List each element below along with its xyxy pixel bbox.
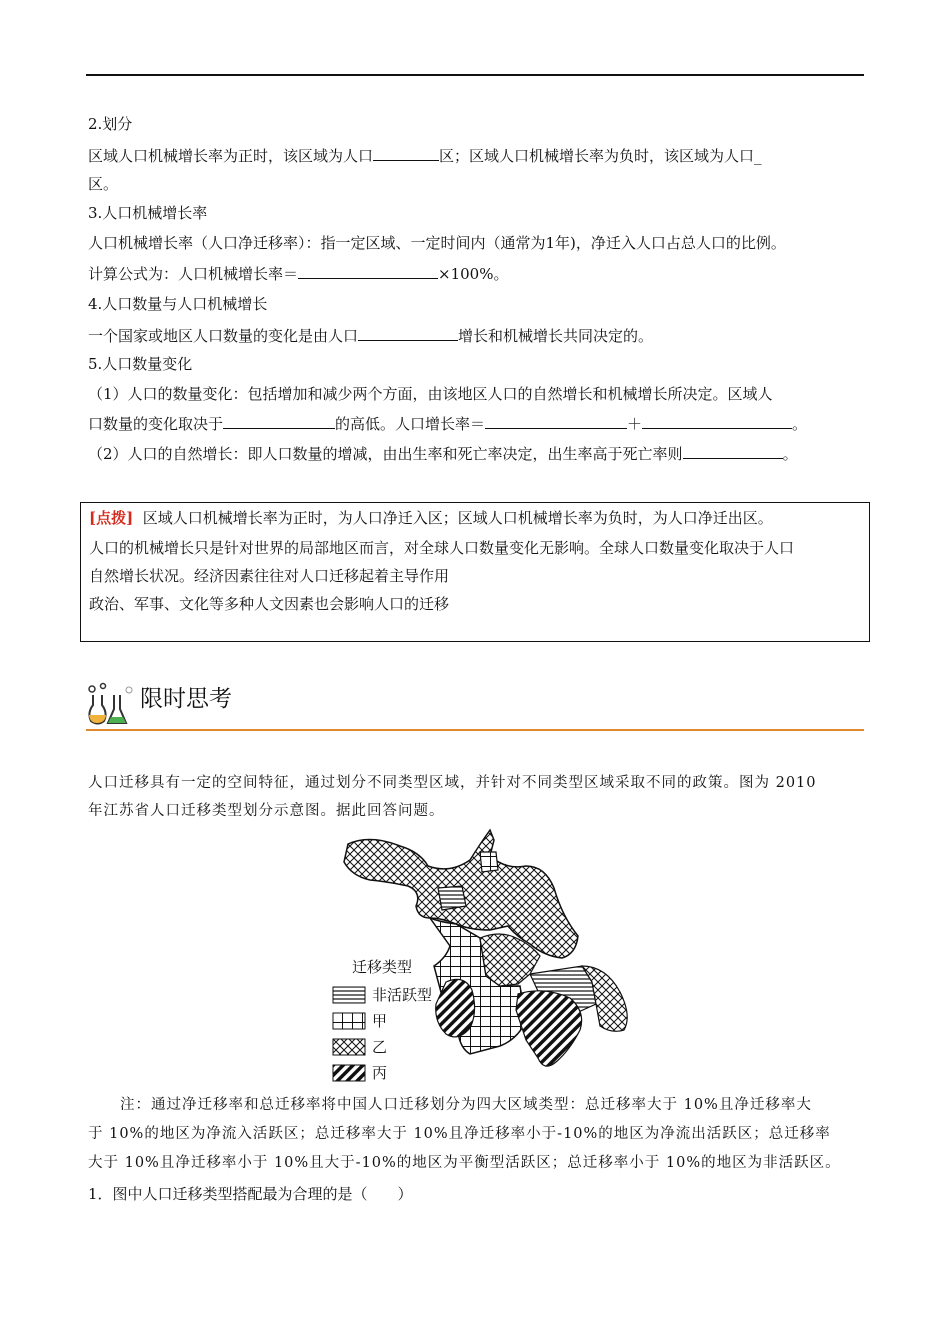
legend-label: 甲	[372, 1012, 388, 1030]
legend-label: 非活跃型	[372, 986, 433, 1004]
text-fragment: 的高低。人口增长率＝	[335, 415, 486, 433]
tip-line3: 自然增长状况。经济因素往往对人口迁移起着主导作用	[89, 567, 450, 585]
legend-item-inactive	[332, 982, 432, 1008]
fill-blank[interactable]	[485, 412, 627, 429]
map-legend	[332, 982, 432, 1086]
fill-blank[interactable]	[642, 412, 792, 429]
legend-item-yi	[332, 1034, 432, 1060]
text-fragment: 。	[782, 445, 798, 463]
legend-swatch-horizontal	[332, 986, 366, 1004]
figure-note-line2: 于 10%的地区为净流入活跃区；总迁移率大于 10%且净迁移率小于-10%的地区为净流出活跃区；总迁移率	[88, 1126, 831, 1142]
text-fragment: 。	[792, 415, 808, 433]
section3-definition: 人口机械增长率（人口净迁移率）：指一定区域、一定时间内（通常为1年)，净迁入人口占总人口的比例。	[88, 234, 786, 252]
text-fragment: （2）人口的自然增长：即人口数量的增减，由出生率和死亡率决定，出生率高于死亡率则	[88, 445, 683, 463]
section-title-rule	[86, 729, 864, 731]
text-fragment: ＋	[627, 415, 643, 433]
legend-swatch-diagonal	[332, 1064, 366, 1082]
text-fragment: 区域人口机械增长率为正时，该区域为人口	[88, 147, 374, 165]
text-fragment: 计算公式为：人口机械增长率＝	[88, 265, 299, 283]
section-title: 限时思考	[140, 686, 232, 712]
fill-blank[interactable]	[683, 442, 783, 459]
legend-item-bing	[332, 1060, 432, 1086]
tip-line1	[89, 507, 773, 529]
section3-heading: 3.人口机械增长率	[88, 204, 208, 222]
section2-heading: 2.划分	[88, 115, 133, 133]
section3-formula	[88, 262, 508, 285]
fill-blank[interactable]	[223, 412, 335, 429]
question-intro-line2: 年江苏省人口迁移类型划分示意图。据此回答问题。	[88, 803, 445, 819]
lab-flask-icon	[86, 681, 138, 727]
fill-blank[interactable]	[373, 144, 439, 161]
fill-blank[interactable]	[358, 324, 458, 341]
question-intro-line1: 人口迁移具有一定的空间特征，通过划分不同类型区域，并针对不同类型区域采取不同的政策。图为 2010	[88, 775, 817, 791]
section5-item1-line1: （1）人口的数量变化：包括增加和减少两个方面，由该地区人口的自然增长和机械增长所决定。区域人	[88, 385, 773, 403]
question-1: 1．图中人口迁移类型搭配最为合理的是（ ）	[88, 1185, 413, 1203]
text-fragment: 增长和机械增长共同决定的。	[458, 327, 654, 345]
figure-note-line1: 注：通过净迁移率和总迁移率将中国人口迁移划分为四大区域类型：总迁移率大于 10%且净迁移率大	[120, 1097, 812, 1113]
tip-line2: 人口的机械增长只是针对世界的局部地区而言，对全球人口数量变化无影响。全球人口数量变化取决于人口	[89, 539, 795, 557]
section2-line1	[88, 144, 762, 167]
legend-swatch-crosshatch	[332, 1038, 366, 1056]
legend-label: 丙	[372, 1064, 388, 1082]
legend-label: 乙	[372, 1038, 388, 1056]
section2-line2: 区。	[88, 175, 119, 193]
section4-line	[88, 324, 653, 347]
text-fragment: 口数量的变化取决于	[88, 415, 224, 433]
legend-swatch-grid	[332, 1012, 366, 1030]
tip-tag: [点拨]	[89, 509, 134, 527]
legend-item-jia	[332, 1008, 432, 1034]
section4-heading: 4.人口数量与人口机械增长	[88, 295, 268, 313]
text-fragment: 区域人口机械增长率为正时，为人口净迁入区；区域人口机械增长率为负时，为人口净迁出区。	[142, 509, 773, 527]
header-rule	[86, 74, 864, 76]
tip-line4: 政治、军事、文化等多种人文因素也会影响人口的迁移	[89, 595, 450, 613]
figure-note-line3: 大于 10%且净迁移率小于 10%且大于-10%的地区为平衡型活跃区；总迁移率小于 10%的地区为非活跃区。	[88, 1155, 841, 1171]
fill-blank[interactable]	[298, 262, 438, 279]
map-legend-title: 迁移类型	[352, 958, 413, 976]
text-fragment: ×100%。	[438, 265, 509, 283]
section5-heading: 5.人口数量变化	[88, 355, 193, 373]
text-fragment: 区；区域人口机械增长率为负时，该区域为人口_	[439, 147, 762, 165]
section5-item2	[88, 442, 798, 465]
section5-item1-line2	[88, 412, 807, 435]
tip-box	[80, 502, 870, 642]
text-fragment: 一个国家或地区人口数量的变化是由人口	[88, 327, 359, 345]
